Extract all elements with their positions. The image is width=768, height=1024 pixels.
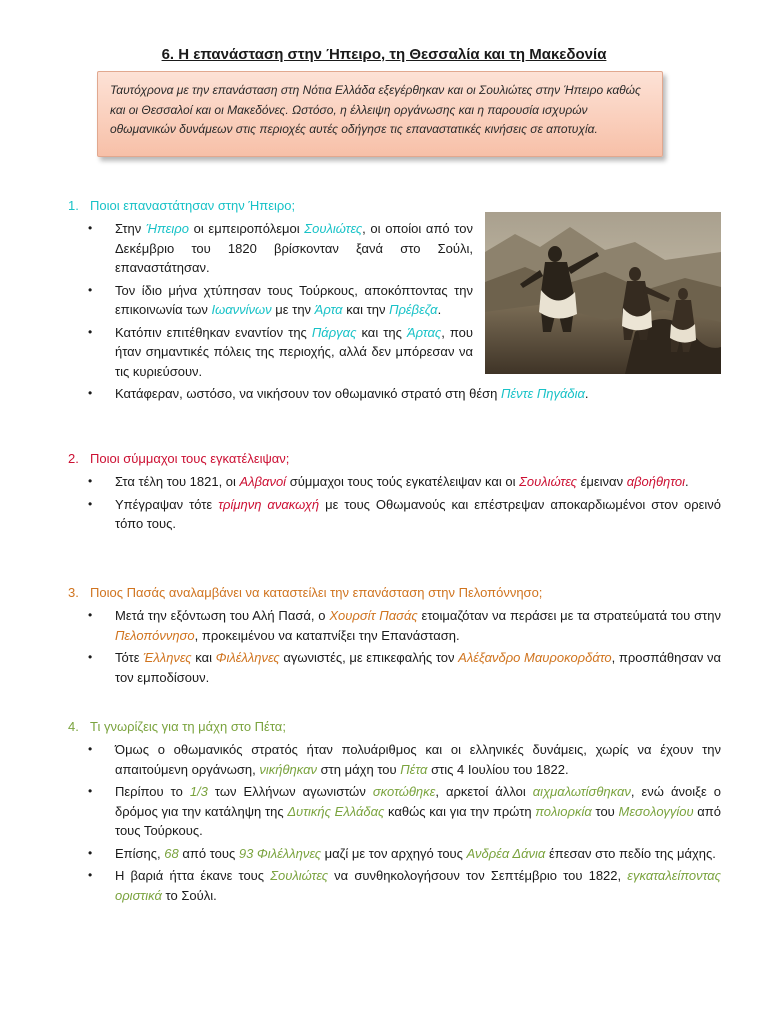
bullet-icon: •	[88, 742, 93, 756]
keyword: αβοήθητοι	[626, 474, 686, 489]
bullet-icon: •	[88, 784, 93, 798]
section-number: 3.	[68, 585, 79, 600]
keyword: 1/3	[189, 784, 208, 799]
keyword: Πρέβεζα	[389, 302, 438, 317]
bullet-icon: •	[88, 282, 93, 297]
section-3	[68, 583, 721, 687]
bullet-icon: •	[88, 608, 93, 622]
section-question	[68, 717, 721, 737]
keyword: Άρτας	[406, 324, 442, 340]
section-list	[68, 472, 721, 534]
keyword: Σουλιώτες	[304, 221, 363, 236]
bullet-icon: •	[88, 650, 93, 664]
keyword: Αλβανοί	[239, 474, 287, 489]
section-list	[68, 740, 721, 905]
list-item: • Όμως ο οθωμανικός στρατός ήταν πολυάριθμος και οι ελληνικές δυνάμεις, χωρίς να έχουν την απαιτούμενη οργάνωση, νικήθηκαν στη μάχη του Πέτα στις 4 Ιουλίου του 1822.	[88, 742, 721, 777]
section-1	[68, 196, 721, 404]
page-title: 6. Η επανάσταση στην Ήπειρο, τη Θεσσαλία και τη Μακεδονία	[161, 46, 607, 63]
section-question-text: Ποιος Πασάς αναλαμβάνει να καταστείλει την επανάσταση στην Πελοπόννησο;	[90, 585, 543, 600]
section-2	[68, 449, 721, 534]
keyword: Έλληνες	[143, 650, 192, 665]
list-item: • Κατάφεραν, ωστόσο, να νικήσουν τον οθωμανικό στρατό στη θέση Πέντε Πηγάδια.	[68, 384, 721, 404]
list-item: • Περίπου το 1/3 των Ελλήνων αγωνιστών σκοτώθηκε, αρκετοί άλλοι αιχμαλωτίσθηκαν, ενώ άνοιξε ο δρόμος για την κατάληψη της Δυτικής Ελλάδας καθώς και για την πρώτη πολιορκία του Μεσολογγίου από τους Τούρκους.	[88, 784, 722, 838]
list-item: • Υπέγραψαν τότε τρίμηνη ανακωχή με τους Οθωμανούς και επέστρεψαν αποκαρδιωμένοι στον ορεινό τόπο τους.	[88, 496, 721, 531]
section-number: 2.	[68, 451, 79, 466]
keyword: Φιλέλληνες	[215, 650, 280, 665]
keyword: Δυτικής Ελλάδας	[287, 803, 385, 819]
bullet-icon: •	[88, 845, 93, 860]
keyword: αιχμαλωτίσθηκαν	[532, 784, 631, 799]
keyword: 93 Φιλέλληνες	[238, 845, 322, 861]
list-item: • Κατόπιν επιτέθηκαν εναντίον της Πάργας και της Άρτας, που ήταν σημαντικές πόλεις της περιοχής, αλλά δεν μπόρεσαν να τις κυριεύσουν.	[88, 324, 473, 379]
list-item: • Τότε Έλληνες και Φιλέλληνες αγωνιστές, με επικεφαλής τον Αλέξανδρο Μαυροκορδάτο, προσπάθησαν να τον εμποδίσουν.	[88, 650, 721, 685]
list-item: • Μετά την εξόντωση του Αλή Πασά, ο Χουρσίτ Πασάς ετοιμαζόταν να περάσει με τα στρατεύματά του στην Πελοπόννησο, προκειμένου να καταπνίξει την Επανάσταση.	[88, 608, 721, 643]
section-question-text: Τι γνωρίζεις για τη μάχη στο Πέτα;	[90, 719, 286, 734]
keyword: Άρτα	[314, 302, 343, 317]
keyword: Σουλιώτες	[270, 868, 329, 883]
keyword: Πέντε Πηγάδια	[501, 386, 585, 401]
keyword: σκοτώθηκε	[372, 784, 436, 799]
section-question-text: Ποιοι σύμμαχοι τους εγκατέλειψαν;	[90, 451, 290, 466]
section-4	[68, 717, 721, 905]
list-item: • Στα τέλη του 1821, οι Αλβανοί σύμμαχοι τους τούς εγκατέλειψαν και οι Σουλιώτες έμειναν αβοήθητοι.	[68, 472, 721, 492]
keyword: Χουρσίτ Πασάς	[329, 608, 418, 623]
keyword: Πάργας	[311, 324, 357, 340]
bullet-icon: •	[88, 221, 93, 235]
keyword: Πελοπόννησο	[115, 627, 195, 643]
keyword: Ανδρέα Δάνια	[466, 845, 546, 861]
bullet-icon: •	[88, 324, 93, 339]
keyword: Πέτα	[400, 761, 428, 777]
section-number: 1.	[68, 198, 79, 213]
keyword: 68	[164, 845, 179, 861]
keyword: Σουλιώτες	[519, 474, 577, 489]
keyword: Ήπειρο	[145, 221, 189, 236]
keyword: εγκαταλείποντας οριστικά	[115, 868, 721, 903]
intro-box: Ταυτόχρονα με την επανάσταση στη Νότια Ελλάδα εξεγέρθηκαν και οι Σουλιώτες στην Ήπειρο καθώς και οι Θεσσαλοί και οι Μακεδόνες. Ωστόσο, η έλλειψη οργάνωσης και η παρουσία ισχυρών οθωμανικών δυνάμεων στις περιοχές αυτές οδήγησε τις επαναστατικές κινήσεις σε αποτυχία.	[97, 71, 663, 157]
section-question	[68, 583, 721, 603]
section-number: 4.	[68, 719, 79, 734]
keyword: νικήθηκαν	[259, 761, 318, 777]
list-item: • Τον ίδιο μήνα χτύπησαν τους Τούρκους, αποκόπτοντας την επικοινωνία των Ιωαννίνων με την Άρτα και την Πρέβεζα.	[88, 282, 473, 317]
list-item: • Επίσης, 68 από τους 93 Φιλέλληνες μαζί με τον αρχηγό τους Ανδρέα Δάνια έπεσαν στο πεδίο της μάχης.	[68, 844, 721, 864]
keyword: τρίμηνη ανακωχή	[218, 496, 320, 512]
section-question	[68, 449, 721, 469]
keyword: Αλέξανδρο Μαυροκορδάτο	[458, 650, 612, 665]
bullet-icon: •	[88, 868, 93, 882]
bullet-icon: •	[88, 496, 93, 511]
keyword: πολιορκία	[535, 803, 592, 819]
keyword: Μεσολογγίου	[618, 803, 694, 819]
section-list	[68, 219, 721, 404]
section-list	[68, 606, 721, 687]
list-item: • Στην Ήπειρο οι εμπειροπόλεμοι Σουλιώτες, οι οποίοι από τον Δεκέμβριο του 1820 βρίσκονταν ξανά στο Σούλι, επαναστάτησαν.	[88, 221, 473, 275]
list-item: • Η βαριά ήττα έκανε τους Σουλιώτες να συνθηκολογήσουν τον Σεπτέμβριο του 1822, εγκαταλείποντας οριστικά το Σούλι.	[88, 868, 721, 903]
bullet-icon: •	[88, 474, 93, 488]
bullet-icon: •	[88, 386, 93, 400]
section-question-text: Ποιοι επαναστάτησαν στην Ήπειρο;	[90, 198, 296, 213]
section-question	[68, 196, 721, 216]
keyword: Ιωαννίνων	[211, 302, 272, 317]
